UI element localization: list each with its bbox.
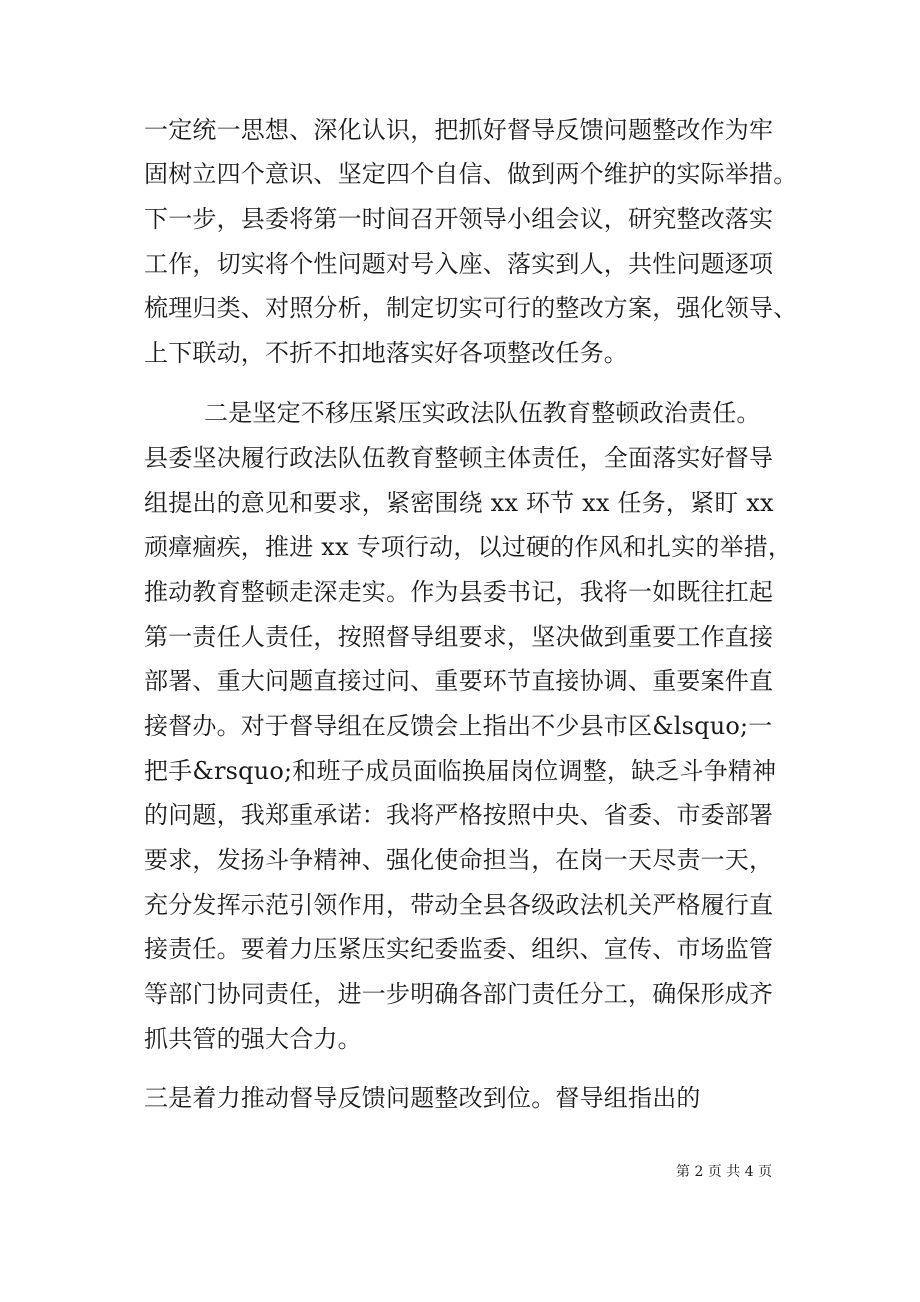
page-number: 第 2 页 共 4 页	[676, 1164, 773, 1180]
text-line: 一定统一思想、深化认识，把抓好督导反馈问题整改作为牢	[144, 116, 774, 144]
text-line: 等部门协同责任，进一步明确各部门责任分工，确保形成齐	[144, 980, 774, 1008]
text-line: 第一责任人责任，按照督导组要求，坚决做到重要工作直接	[144, 623, 774, 651]
text-line: 固树立四个意识、坚定四个自信、做到两个维护的实际举措。	[144, 160, 798, 188]
paragraph-heading: 二是坚定不移压紧压实政法队伍教育整顿政治责任。	[204, 399, 761, 427]
text-line: 上下联动，不折不扣地落实好各项整改任务。	[144, 339, 628, 367]
text-line: 要求，发扬斗争精神、强化使命担当，在岗一天尽责一天，	[144, 846, 774, 874]
text-line: 下一步，县委将第一时间召开领导小组会议，研究整改落实	[144, 205, 774, 233]
paragraph-heading: 三是着力推动督导反馈问题整改到位。督导组指出的	[144, 1084, 701, 1112]
text-line: 的问题，我郑重承诺：我将严格按照中央、省委、市委部署	[144, 801, 774, 829]
text-line: 部署、重大问题直接过问、重要环节直接协调、重要案件直	[144, 667, 774, 695]
text-line: 组提出的意见和要求，紧密围绕 xx 环节 xx 任务，紧盯 xx	[144, 489, 774, 517]
text-line: 推动教育整顿走深走实。作为县委书记，我将一如既往扛起	[144, 578, 774, 606]
text-line: 接责任。要着力压紧压实纪委监委、组织、宣传、市场监管	[144, 935, 774, 963]
text-line: 工作，切实将个性问题对号入座、落实到人，共性问题逐项	[144, 250, 774, 278]
text-line: 县委坚决履行政法队伍教育整顿主体责任，全面落实好督导	[144, 444, 774, 472]
text-line: 充分发挥示范引领作用，带动全县各级政法机关严格履行直	[144, 891, 774, 919]
text-line: 顽瘴痼疾，推进 xx 专项行动，以过硬的作风和扎实的举措，	[144, 533, 793, 561]
text-line: 接督办。对于督导组在反馈会上指出不少县市区&lsquo;一	[144, 712, 773, 740]
text-line: 梳理归类、对照分析，制定切实可行的整改方案，强化领导、	[144, 294, 798, 322]
text-line: 把手&rsquo;和班子成员面临换届岗位调整，缺乏斗争精神	[144, 757, 777, 785]
text-line: 抓共管的强大合力。	[144, 1025, 362, 1053]
